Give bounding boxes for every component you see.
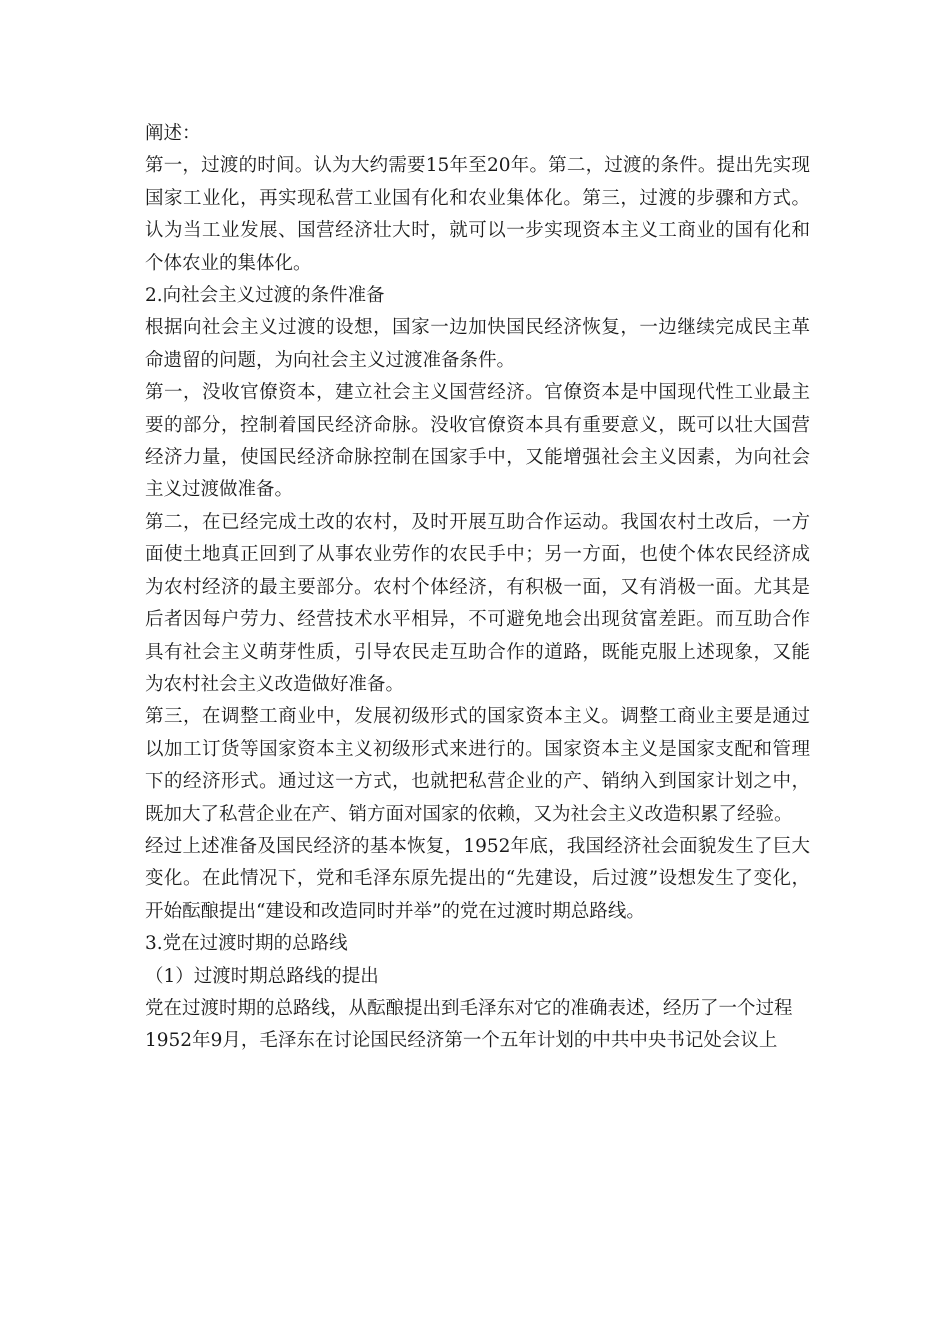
document-body <box>145 118 810 1058</box>
paragraph-state-capitalism: 第三，在调整工商业中，发展初级形式的国家资本主义。调整工商业主要是通过以加工订货等国家资本主义初级形式来进行的。国家资本主义是国家支配和管理下的经济形式。通过这一方式，也就把私营企业的产、销纳入到国家计划之中，既加大了私营企业在产、销方面对国家的依赖，又为社会主义改造积累了经验。 <box>145 706 810 825</box>
paragraph-general-line-process: 党在过渡时期的总路线，从酝酿提出到毛泽东对它的准确表述，经历了一个过程 <box>145 997 793 1019</box>
paragraph-preparation-intro: 根据向社会主义过渡的设想，国家一边加快国民经济恢复，一边继续完成民主革命遗留的问题，为向社会主义过渡准备条件。 <box>145 317 810 371</box>
paragraph-1952-change: 经过上述准备及国民经济的基本恢复，1952年底，我国经济社会面貌发生了巨大变化。在此情况下，党和毛泽东原先提出的“先建设，后过渡”设想发生了变化，开始酝酿提出“建设和改造同时并举”的党在过渡时期总路线。 <box>145 835 810 922</box>
paragraph-mutual-aid: 第二，在已经完成土改的农村，及时开展互助合作运动。我国农村土改后，一方面使土地真正回到了从事农业劳作的农民手中；另一方面，也使个体农民经济成为农村经济的最主要部分。农村个体经济，有积极一面，又有消极一面。尤其是后者因每户劳力、经营技术水平相异，不可避免地会出现贫富差距。而互助合作具有社会主义萌芽性质，引导农民走互助合作的道路，既能克服上述现象，又能为农村社会主义改造做好准备。 <box>145 511 810 695</box>
subsection-heading-1: （1）过渡时期总路线的提出 <box>145 965 379 987</box>
paragraph-confiscate-capital: 第一，没收官僚资本，建立社会主义国营经济。官僚资本是中国现代性工业最主要的部分，控制着国民经济命脉。没收官僚资本具有重要意义，既可以壮大国营经济力量，使国民经济命脉控制在国家手中，又能增强社会主义因素，为向社会主义过渡做准备。 <box>145 382 810 501</box>
paragraph-intro-label: 阐述： <box>145 123 201 144</box>
paragraph-1952-september: 1952年9月，毛泽东在讨论国民经济第一个五年计划的中共中央书记处会议上 <box>145 1030 778 1052</box>
paragraph-transition-outline: 第一，过渡的时间。认为大约需要15年至20年。第二，过渡的条件。提出先实现国家工业化，再实现私营工业国有化和农业集体化。第三，过渡的步骤和方式。认为当工业发展、国营经济壮大时，就可以一步实现资本主义工商业的国有化和个体农业的集体化。 <box>145 155 810 274</box>
section-heading-2: 2.向社会主义过渡的条件准备 <box>145 285 385 307</box>
section-heading-3: 3.党在过渡时期的总路线 <box>145 933 348 955</box>
